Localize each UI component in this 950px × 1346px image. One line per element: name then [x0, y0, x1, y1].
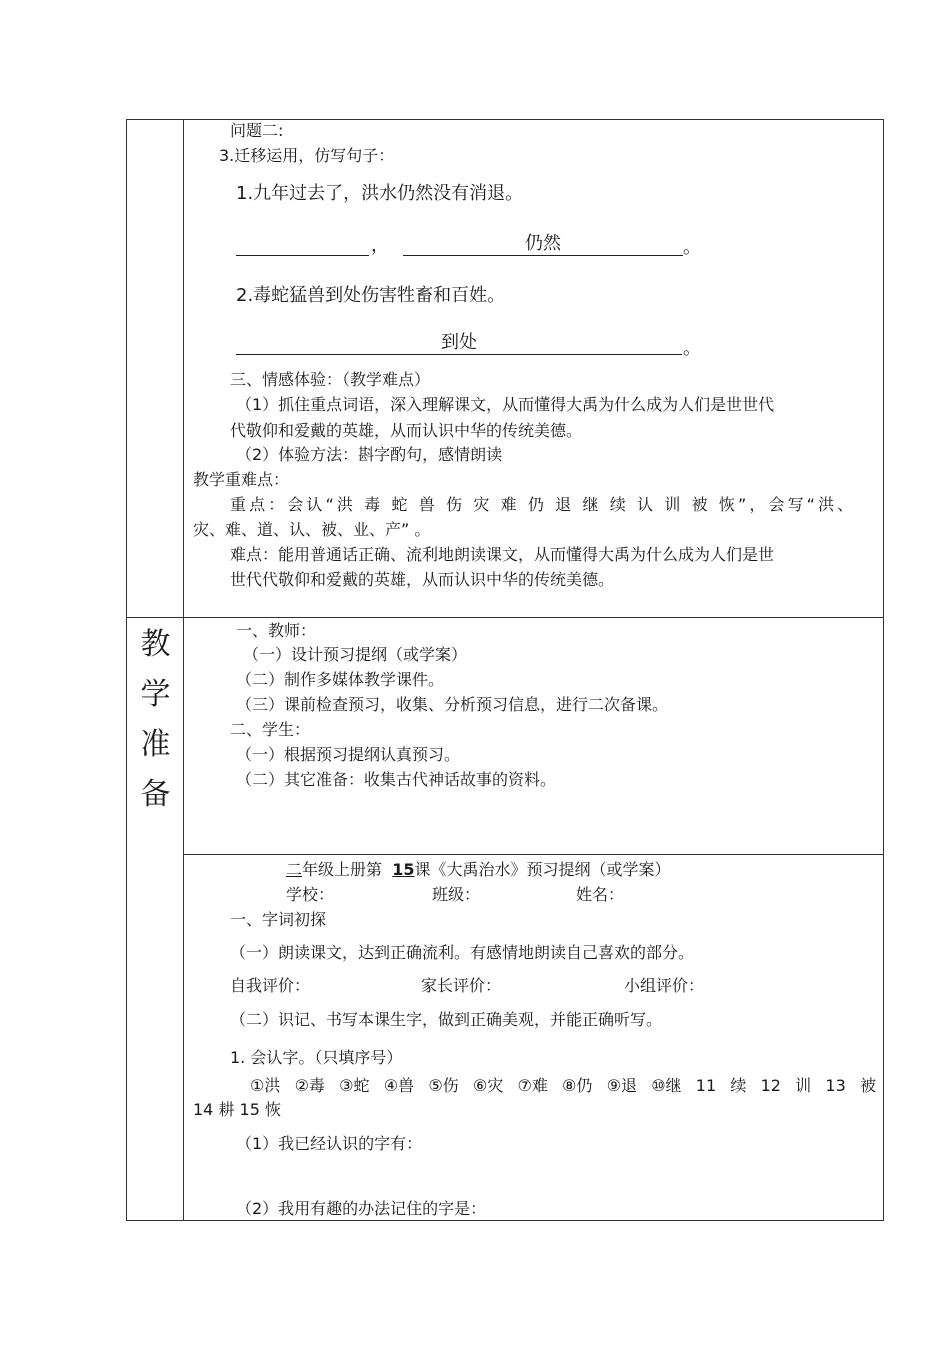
key-point-1a: 重点：会认“洪 毒 蛇 兽 伤 灾 难 仍 退 继 续 认 训 被 恢”，会写“洪、 — [230, 495, 857, 514]
fill-blank-1b[interactable] — [403, 233, 683, 256]
table-border-top — [126, 119, 884, 120]
emotion-point-1a: （1）抓住重点词语，深入理解课文，从而懂得大禹为什么成为人们是世世代 — [236, 395, 775, 414]
char-item: ⑦难 — [517, 1076, 548, 1095]
writing-task: （二）识记、书写本课生字，做到正确美观，并能正确听写。 — [230, 1010, 663, 1029]
char-item: 13 — [825, 1076, 846, 1095]
char-item: ②毒 — [294, 1076, 325, 1095]
keyword-rengran: 仍然 — [525, 233, 561, 254]
char-item: ⑩继 — [651, 1076, 682, 1095]
table-column-divider — [183, 119, 184, 1221]
char-item: 被 — [859, 1076, 876, 1095]
self-evaluation-label: 自我评价： — [230, 976, 311, 995]
fill-blank-2[interactable] — [236, 332, 682, 355]
side-char-3: 准 — [140, 727, 171, 762]
table-border-bottom — [126, 1220, 884, 1221]
student-item-2: （二）其它准备：收集古代神话故事的资料。 — [236, 770, 557, 789]
table-row-divider-2 — [183, 854, 884, 855]
difficulty-point-1b: 世代代敬仰和爱戴的英雄，从而认识中华的传统美德。 — [230, 570, 615, 589]
group-evaluation-label: 小组评价： — [624, 976, 705, 995]
char-item: 训 — [795, 1076, 812, 1095]
student-item-1: （一）根据预习提纲认真预习。 — [236, 745, 461, 764]
teacher-heading: 一、教师： — [236, 621, 317, 640]
recognize-heading: 1. 会认字。（只填序号） — [230, 1048, 403, 1067]
character-list-line-2: 14 耕 15 恢 — [193, 1100, 281, 1119]
parent-evaluation-label: 家长评价： — [421, 976, 502, 995]
teacher-item-3: （三）课前检查预习，收集、分析预习信息，进行二次备课。 — [236, 695, 669, 714]
side-char-1: 教 — [140, 627, 171, 662]
blank-period-1: 。 — [683, 237, 701, 258]
keyword-daochu: 到处 — [441, 332, 477, 353]
known-characters-question: （1）我已经认识的字有： — [236, 1134, 423, 1153]
key-point-1b: 灾、难、道、认、被、业、产” 。 — [193, 520, 431, 539]
emotion-point-2: （2）体验方法：斟字酌句，感情朗读 — [236, 445, 503, 464]
char-item: ④兽 — [383, 1076, 415, 1095]
char-item: ③蛇 — [339, 1076, 370, 1095]
char-item: 11 — [695, 1076, 717, 1095]
key-difficulty-heading: 教学重难点： — [193, 470, 290, 489]
blank-period-2: 。 — [683, 338, 701, 359]
grade-number: 二 — [286, 860, 303, 879]
emotion-heading: 三、情感体验：（教学难点） — [230, 370, 431, 389]
example-sentence-1: 1.九年过去了，洪水仍然没有消退。 — [236, 183, 524, 204]
lesson-number: 15 — [392, 860, 415, 879]
side-char-2: 学 — [140, 677, 171, 712]
table-row-divider-1 — [126, 617, 884, 618]
emotion-point-1b: 代敬仰和爱戴的英雄，从而认识中华的传统美德。 — [230, 421, 583, 440]
char-item: ⑥灾 — [472, 1076, 504, 1095]
table-border-right — [883, 119, 884, 1221]
char-item: 12 — [760, 1076, 781, 1095]
class-label: 班级： — [432, 885, 481, 904]
teaching-preparation-label — [128, 620, 183, 820]
transfer-heading: 3.迁移运用，仿写句子： — [219, 146, 395, 165]
fill-blank-1a[interactable] — [236, 233, 369, 256]
school-label: 学校： — [286, 885, 335, 904]
teacher-item-2: （二）制作多媒体教学课件。 — [236, 670, 445, 689]
blank-comma: ， — [371, 235, 389, 256]
difficulty-point-1a: 难点：能用普通话正确、流利地朗读课文，从而懂得大禹为什么成为人们是世 — [230, 545, 775, 564]
table-border-left — [126, 119, 127, 1221]
title-lesson-text: 课《大禹治水》预习提纲（或学案） — [414, 860, 671, 879]
char-item: ⑤伤 — [428, 1076, 459, 1095]
char-item: 续 — [730, 1076, 747, 1095]
side-char-4: 备 — [140, 777, 171, 812]
char-item: ⑧仍 — [562, 1076, 593, 1095]
memorize-characters-question: （2）我用有趣的办法记住的字是： — [236, 1199, 487, 1218]
reading-task: （一）朗读课文，达到正确流利。有感情地朗读自己喜欢的部分。 — [230, 943, 695, 962]
question-two-label: 问题二: — [230, 121, 284, 140]
outline-title — [286, 860, 670, 880]
character-list-line-1 — [250, 1076, 876, 1096]
example-sentence-2: 2.毒蛇猛兽到处伤害牲畜和百姓。 — [236, 285, 506, 306]
char-item: ⑨退 — [606, 1076, 637, 1095]
student-heading: 二、学生： — [230, 720, 311, 739]
part1-heading: 一、字词初探 — [230, 910, 327, 929]
teacher-item-1: （一）设计预习提纲（或学案） — [243, 645, 468, 664]
char-item: ①洪 — [250, 1076, 281, 1095]
name-label: 姓名： — [576, 885, 625, 904]
title-grade-text: 年级上册第 — [302, 860, 383, 879]
